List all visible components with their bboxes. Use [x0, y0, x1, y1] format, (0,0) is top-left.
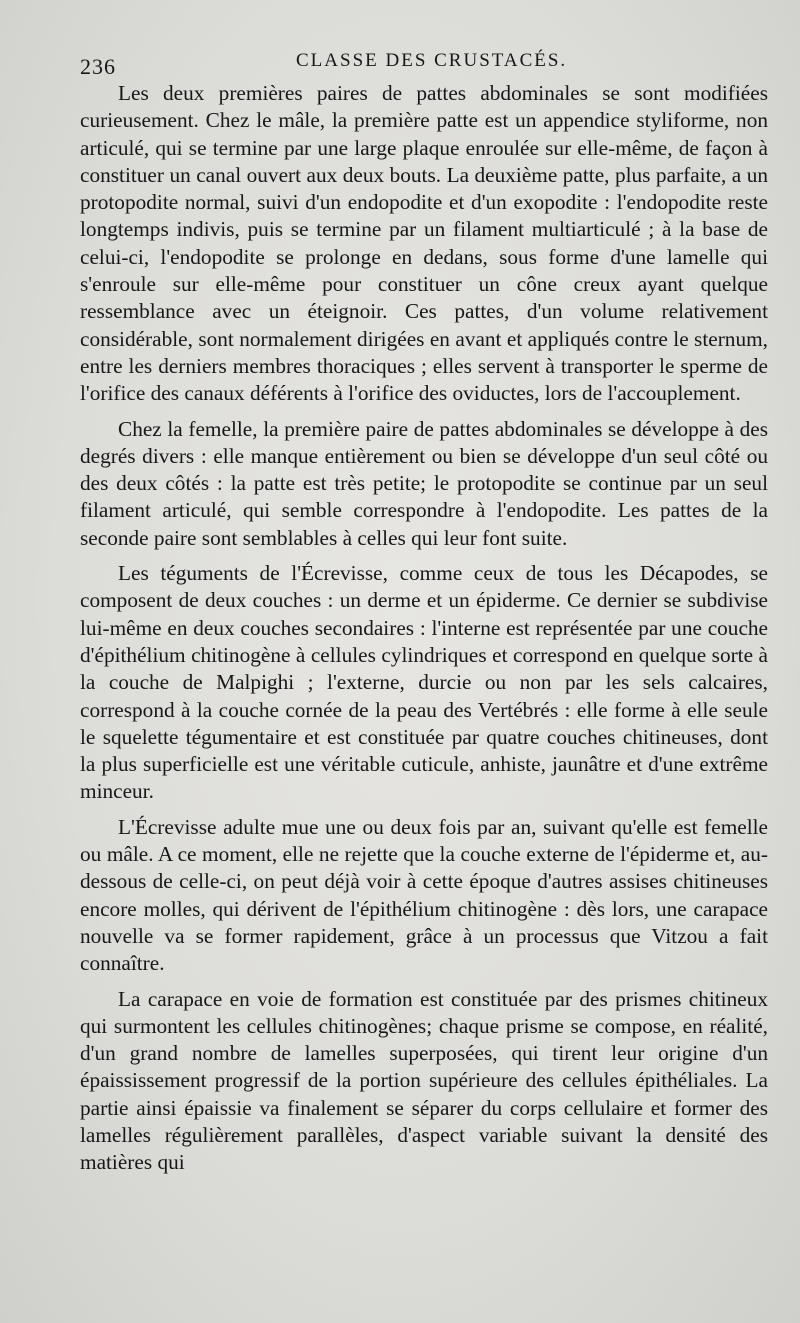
body-text — [80, 80, 768, 1300]
running-title: CLASSE DES CRUSTACÉS. — [296, 50, 568, 71]
page-number: 236 — [80, 54, 116, 79]
paragraph-male-appendages: Les deux premières paires de pattes abdominales se sont modifiées curieusement. Chez le mâle, la première patte est un appendice styliforme, non articulé, qui se termine par une large plaque enroulée sur elle-même, de façon à constituer un canal ouvert aux deux bouts. La deuxième patte, plus parfaite, a un protopodite normal, suivi d'un endopodite et d'un exopodite : l'endopodite reste longtemps indivis, puis se termine par un filament multiarticulé ; à la base de celui-ci, l'endopodite se prolonge en dedans, sous forme d'une lamelle qui s'enroule sur elle-même pour constituer un cône creux ayant quelque ressemblance avec un éteignoir. Ces pattes, d'un volume relativement considérable, sont normalement dirigées en avant et appliqués contre le sternum, entre les derniers membres thoraciques ; elles servent à transporter le sperme de l'orifice des canaux déférents à l'orifice des oviductes, lors de l'accouplement. — [80, 81, 768, 406]
paragraph-integuments: Les téguments de l'Écrevisse, comme ceux de tous les Décapodes, se composent de deux couches : un derme et un épiderme. Ce dernier se subdivise lui-même en deux couches secondaires : l'interne est représentée par une couche d'épithélium chitinogène à cellules cylindriques et correspond en quelque sorte à la couche de Malpighi ; l'externe, durcie ou non par les sels calcaires, correspond à la couche cornée de la peau des Vertébrés : elle forme à elle seule le squelette tégumentaire et est constituée par quatre couches chitineuses, dont la plus superficielle est une véritable cuticule, anhiste, jaunâtre et d'une extrême minceur. — [80, 561, 768, 804]
paragraph-molting: L'Écrevisse adulte mue une ou deux fois par an, suivant qu'elle est femelle ou mâle. A ce moment, elle ne rejette que la couche externe de l'épiderme et, au-dessous de celle-ci, on peut déjà voir à cette époque d'autres assises chitineuses encore molles, qui dérivent de l'épithélium chitinogène : dès lors, une carapace nouvelle va se former rapidement, grâce à un processus que Vitzou a fait connaître. — [80, 814, 768, 976]
paragraph-female-appendages: Chez la femelle, la première paire de pattes abdominales se développe à des degrés divers : elle manque entièrement ou bien se développe d'un seul côté ou des deux côtés : la patte est très petite; le protopodite se continue par un seul filament articulé, qui semble correspondre à l'endopodite. Les pattes de la seconde paire sont semblables à celles qui leur font suite. — [80, 416, 768, 550]
page-header — [0, 44, 800, 84]
paragraph-carapace-formation: La carapace en voie de formation est constituée par des prismes chitineux qui surmontent les cellules chitinogènes; chaque prisme se compose, en réalité, d'un grand nombre de lamelles superposées, qui tirent leur origine d'un épaississement progressif de la portion supérieure des cellules épithéliales. La partie ainsi épaissie va finalement se séparer du corps cellulaire et former des lamelles régulièrement parallèles, d'aspect variable suivant la densité des matières qui — [80, 986, 768, 1175]
